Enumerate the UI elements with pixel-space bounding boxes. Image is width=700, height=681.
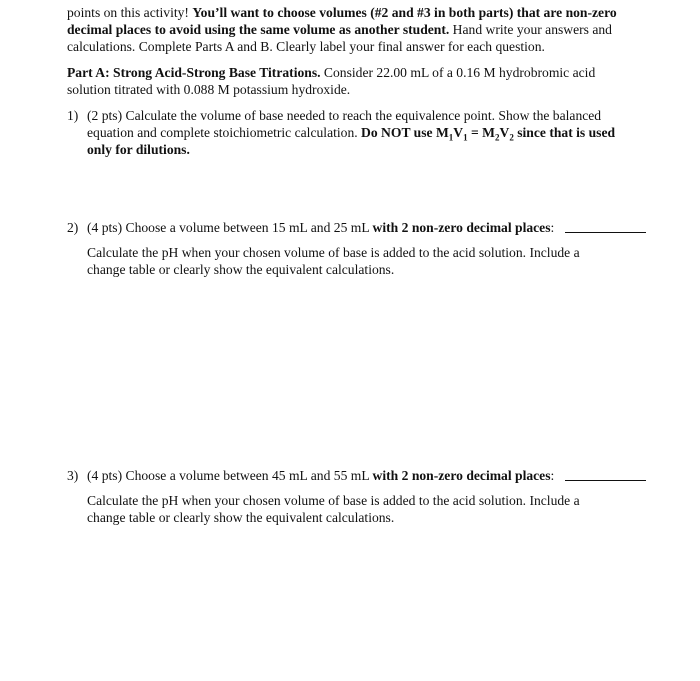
question-3-prompt: (4 pts) Choose a volume between 45 mL and 55 mL with 2 non-zero decimal places: [87, 468, 555, 483]
intro-line-3: calculations. Complete Parts A and B. Clearly label your final answer for each question. [67, 39, 545, 54]
question-2-prompt: (4 pts) Choose a volume between 15 mL and 25 mL with 2 non-zero decimal places: [87, 220, 555, 235]
intro-paragraph [67, 4, 667, 55]
question-3-number: 3) [67, 468, 79, 483]
question-2-instructions [87, 244, 580, 278]
question-2 [67, 219, 667, 279]
question-2-number: 2) [67, 220, 79, 235]
question-1-line-3: only for dilutions. [87, 142, 190, 157]
question-3-line-3: change table or clearly show the equivalent calculations. [87, 510, 395, 525]
part-a-line-2: solution titrated with 0.088 M potassium hydroxide. [67, 82, 351, 97]
question-1-number: 1) [67, 108, 79, 123]
question-1-text [87, 107, 615, 158]
intro-line-2: decimal places to avoid using the same volume as another student. Hand write your answers and [67, 22, 612, 37]
part-a-heading: Part A: Strong Acid-Strong Base Titrations. [67, 65, 321, 80]
part-a-line-1: Part A: Strong Acid-Strong Base Titrations. Consider 22.00 mL of a 0.16 M hydrobromic acid [67, 65, 596, 80]
question-3-answer-blank[interactable] [565, 468, 646, 481]
intro-line-1: points on this activity! You’ll want to choose volumes (#2 and #3 in both parts) that are non-zero [67, 5, 617, 20]
question-3 [67, 467, 667, 527]
question-2-line-3: change table or clearly show the equivalent calculations. [87, 262, 395, 277]
question-1 [67, 107, 667, 167]
question-1-line-2: equation and complete stoichiometric calculation. Do NOT use $M_1V_1 = M_2V_2$ since that is used [87, 125, 616, 143]
question-3-line-2: Calculate the pH when your chosen volume of base is added to the acid solution. Include a [87, 493, 580, 508]
question-2-line-2: Calculate the pH when your chosen volume of base is added to the acid solution. Include a [87, 245, 580, 260]
part-a-paragraph [67, 64, 667, 98]
question-1-line-1: (2 pts) Calculate the volume of base needed to reach the equivalence point. Show the balanced [87, 108, 602, 123]
question-2-answer-blank[interactable] [565, 220, 646, 233]
question-3-instructions [87, 492, 580, 526]
